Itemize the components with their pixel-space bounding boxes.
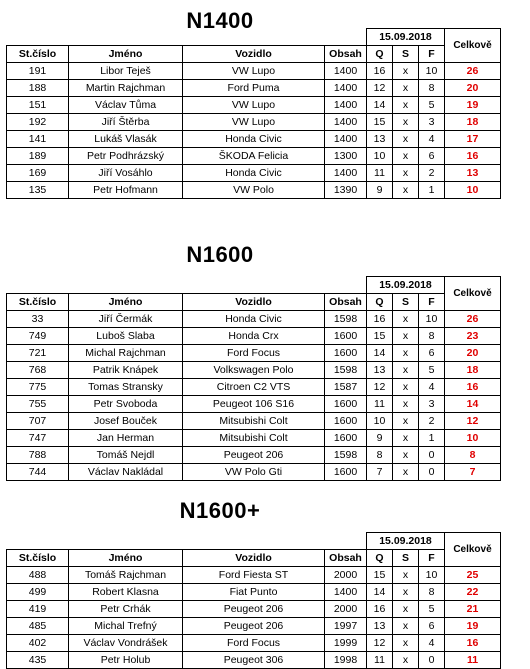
cell-f: 4: [419, 131, 445, 148]
cell-capacity: 1587: [325, 379, 367, 396]
cell-q: 15: [367, 567, 393, 584]
cell-f: 5: [419, 362, 445, 379]
cell-q: 8: [367, 447, 393, 464]
table-row: [7, 464, 501, 481]
cell-name: Tomáš Rajchman: [69, 567, 183, 584]
cell-start-no: 485: [7, 618, 69, 635]
cell-start-no: 402: [7, 635, 69, 652]
results-table: [6, 276, 501, 481]
header-total: Celkově: [445, 533, 501, 567]
cell-car: Peugeot 206: [183, 618, 325, 635]
cell-car: Honda Crx: [183, 328, 325, 345]
cell-q: 11: [367, 652, 393, 669]
table-row: [7, 345, 501, 362]
cell-start-no: 135: [7, 182, 69, 199]
cell-f: 8: [419, 80, 445, 97]
table-row: [7, 584, 501, 601]
cell-s: x: [393, 80, 419, 97]
section-title: N1600+: [179, 498, 261, 523]
cell-total: 16: [445, 635, 501, 652]
cell-capacity: 1598: [325, 362, 367, 379]
cell-s: x: [393, 182, 419, 199]
cell-name: Michal Rajchman: [69, 345, 183, 362]
header-car: Vozidlo: [183, 294, 325, 311]
cell-total: 20: [445, 80, 501, 97]
section-n1400: [0, 6, 530, 216]
cell-total: 17: [445, 131, 501, 148]
table-row: [7, 430, 501, 447]
cell-capacity: 1600: [325, 464, 367, 481]
cell-start-no: 755: [7, 396, 69, 413]
cell-total: 22: [445, 584, 501, 601]
cell-q: 14: [367, 345, 393, 362]
cell-total: 26: [445, 311, 501, 328]
cell-car: Ford Fiesta ST: [183, 567, 325, 584]
cell-name: Václav Vondrášek: [69, 635, 183, 652]
cell-capacity: 2000: [325, 567, 367, 584]
cell-capacity: 1400: [325, 165, 367, 182]
cell-name: Robert Klasna: [69, 584, 183, 601]
cell-f: 1: [419, 182, 445, 199]
cell-name: Tomas Stransky: [69, 379, 183, 396]
cell-total: 26: [445, 63, 501, 80]
cell-q: 16: [367, 601, 393, 618]
cell-start-no: 749: [7, 328, 69, 345]
cell-capacity: 1997: [325, 618, 367, 635]
table-row: [7, 97, 501, 114]
cell-f: 3: [419, 114, 445, 131]
cell-start-no: 744: [7, 464, 69, 481]
cell-f: 2: [419, 413, 445, 430]
table-row: [7, 362, 501, 379]
header-s: S: [393, 46, 419, 63]
cell-f: 2: [419, 165, 445, 182]
cell-start-no: 141: [7, 131, 69, 148]
cell-total: 19: [445, 97, 501, 114]
cell-start-no: 721: [7, 345, 69, 362]
results-table: [6, 28, 501, 199]
cell-s: x: [393, 464, 419, 481]
header-car: Vozidlo: [183, 46, 325, 63]
table-row: [7, 165, 501, 182]
cell-f: 8: [419, 584, 445, 601]
cell-f: 10: [419, 311, 445, 328]
cell-s: x: [393, 396, 419, 413]
cell-name: Petr Holub: [69, 652, 183, 669]
cell-q: 11: [367, 396, 393, 413]
header-start-no: St.číslo: [7, 46, 69, 63]
cell-car: Peugeot 206: [183, 601, 325, 618]
cell-car: Citroen C2 VTS: [183, 379, 325, 396]
cell-name: Jiří Štěrba: [69, 114, 183, 131]
cell-f: 10: [419, 63, 445, 80]
table-row: [7, 447, 501, 464]
cell-start-no: 169: [7, 165, 69, 182]
cell-q: 13: [367, 618, 393, 635]
cell-s: x: [393, 430, 419, 447]
cell-q: 14: [367, 97, 393, 114]
cell-name: Patrik Knápek: [69, 362, 183, 379]
cell-total: 20: [445, 345, 501, 362]
cell-q: 15: [367, 114, 393, 131]
cell-q: 7: [367, 464, 393, 481]
header-f: F: [419, 46, 445, 63]
cell-s: x: [393, 345, 419, 362]
cell-name: Petr Svoboda: [69, 396, 183, 413]
table-row: [7, 80, 501, 97]
cell-q: 12: [367, 379, 393, 396]
cell-f: 4: [419, 379, 445, 396]
cell-start-no: 191: [7, 63, 69, 80]
cell-name: Petr Hofmann: [69, 182, 183, 199]
cell-total: 25: [445, 567, 501, 584]
table-row: [7, 601, 501, 618]
cell-s: x: [393, 618, 419, 635]
section-n1600: [0, 240, 530, 480]
cell-f: 6: [419, 148, 445, 165]
cell-total: 18: [445, 114, 501, 131]
cell-car: Ford Focus: [183, 635, 325, 652]
header-name: Jméno: [69, 550, 183, 567]
cell-q: 13: [367, 362, 393, 379]
cell-q: 16: [367, 63, 393, 80]
table-row: [7, 567, 501, 584]
header-q: Q: [367, 550, 393, 567]
cell-name: Václav Tůma: [69, 97, 183, 114]
results-table: [6, 532, 501, 669]
cell-start-no: 33: [7, 311, 69, 328]
cell-s: x: [393, 567, 419, 584]
cell-name: Tomáš Nejdl: [69, 447, 183, 464]
cell-start-no: 189: [7, 148, 69, 165]
cell-q: 12: [367, 80, 393, 97]
cell-total: 11: [445, 652, 501, 669]
cell-car: Fiat Punto: [183, 584, 325, 601]
cell-s: x: [393, 114, 419, 131]
table-row: [7, 148, 501, 165]
cell-s: x: [393, 328, 419, 345]
cell-start-no: 768: [7, 362, 69, 379]
cell-car: Honda Civic: [183, 311, 325, 328]
table-row: [7, 396, 501, 413]
table-row: [7, 652, 501, 669]
cell-start-no: 747: [7, 430, 69, 447]
cell-capacity: 1300: [325, 148, 367, 165]
cell-car: Mitsubishi Colt: [183, 430, 325, 447]
cell-f: 0: [419, 447, 445, 464]
header-q: Q: [367, 294, 393, 311]
header-total: Celkově: [445, 277, 501, 311]
cell-f: 4: [419, 635, 445, 652]
cell-name: Jiří Vosáhlo: [69, 165, 183, 182]
cell-f: 8: [419, 328, 445, 345]
cell-s: x: [393, 148, 419, 165]
cell-f: 3: [419, 396, 445, 413]
cell-capacity: 1998: [325, 652, 367, 669]
cell-start-no: 419: [7, 601, 69, 618]
cell-s: x: [393, 97, 419, 114]
header-f: F: [419, 294, 445, 311]
cell-name: Josef Bouček: [69, 413, 183, 430]
cell-q: 13: [367, 131, 393, 148]
cell-s: x: [393, 131, 419, 148]
cell-car: Mitsubishi Colt: [183, 413, 325, 430]
cell-q: 10: [367, 413, 393, 430]
cell-car: Peugeot 206: [183, 447, 325, 464]
cell-q: 10: [367, 148, 393, 165]
cell-name: Lukáš Vlasák: [69, 131, 183, 148]
cell-car: VW Lupo: [183, 97, 325, 114]
cell-total: 7: [445, 464, 501, 481]
cell-capacity: 1600: [325, 430, 367, 447]
table-row: [7, 63, 501, 80]
cell-f: 6: [419, 345, 445, 362]
cell-total: 16: [445, 379, 501, 396]
table-row: [7, 131, 501, 148]
cell-capacity: 1390: [325, 182, 367, 199]
cell-car: Honda Civic: [183, 131, 325, 148]
cell-start-no: 775: [7, 379, 69, 396]
cell-start-no: 788: [7, 447, 69, 464]
cell-capacity: 1600: [325, 396, 367, 413]
cell-s: x: [393, 413, 419, 430]
header-start-no: St.číslo: [7, 550, 69, 567]
cell-f: 1: [419, 430, 445, 447]
cell-s: x: [393, 652, 419, 669]
cell-capacity: 1600: [325, 345, 367, 362]
cell-start-no: 488: [7, 567, 69, 584]
header-q: Q: [367, 46, 393, 63]
cell-total: 10: [445, 182, 501, 199]
cell-s: x: [393, 311, 419, 328]
cell-name: Jan Herman: [69, 430, 183, 447]
cell-start-no: 192: [7, 114, 69, 131]
header-s: S: [393, 294, 419, 311]
cell-car: ŠKODA Felicia: [183, 148, 325, 165]
header-capacity: Obsah: [325, 550, 367, 567]
table-row: [7, 618, 501, 635]
header-total: Celkově: [445, 29, 501, 63]
cell-total: 13: [445, 165, 501, 182]
cell-capacity: 1999: [325, 635, 367, 652]
cell-total: 10: [445, 430, 501, 447]
cell-total: 16: [445, 148, 501, 165]
cell-f: 5: [419, 97, 445, 114]
table-row: [7, 328, 501, 345]
cell-car: VW Lupo: [183, 63, 325, 80]
cell-capacity: 1400: [325, 97, 367, 114]
cell-capacity: 1400: [325, 63, 367, 80]
table-row: [7, 413, 501, 430]
table-row: [7, 635, 501, 652]
cell-s: x: [393, 447, 419, 464]
cell-name: Václav Nakládal: [69, 464, 183, 481]
cell-f: 10: [419, 567, 445, 584]
race-date: 15.09.2018: [367, 533, 445, 550]
header-f: F: [419, 550, 445, 567]
cell-start-no: 707: [7, 413, 69, 430]
section-title: N1400: [186, 8, 254, 33]
table-row: [7, 182, 501, 199]
cell-s: x: [393, 584, 419, 601]
cell-capacity: 2000: [325, 601, 367, 618]
header-capacity: Obsah: [325, 294, 367, 311]
race-date: 15.09.2018: [367, 29, 445, 46]
cell-q: 12: [367, 635, 393, 652]
cell-total: 18: [445, 362, 501, 379]
cell-capacity: 1598: [325, 447, 367, 464]
section-title: N1600: [186, 242, 254, 267]
cell-total: 12: [445, 413, 501, 430]
cell-car: VW Polo: [183, 182, 325, 199]
header-capacity: Obsah: [325, 46, 367, 63]
cell-car: Peugeot 306: [183, 652, 325, 669]
cell-capacity: 1400: [325, 80, 367, 97]
cell-car: VW Lupo: [183, 114, 325, 131]
cell-car: Ford Puma: [183, 80, 325, 97]
race-date: 15.09.2018: [367, 277, 445, 294]
cell-capacity: 1598: [325, 311, 367, 328]
table-row: [7, 311, 501, 328]
section-n1600-plus: [0, 496, 530, 666]
header-name: Jméno: [69, 294, 183, 311]
cell-f: 6: [419, 618, 445, 635]
cell-car: VW Polo Gti: [183, 464, 325, 481]
cell-car: Honda Civic: [183, 165, 325, 182]
cell-f: 5: [419, 601, 445, 618]
cell-start-no: 151: [7, 97, 69, 114]
cell-total: 21: [445, 601, 501, 618]
cell-s: x: [393, 601, 419, 618]
header-start-no: St.číslo: [7, 294, 69, 311]
cell-total: 8: [445, 447, 501, 464]
cell-q: 11: [367, 165, 393, 182]
cell-capacity: 1400: [325, 131, 367, 148]
cell-name: Luboš Slaba: [69, 328, 183, 345]
cell-car: Ford Focus: [183, 345, 325, 362]
cell-car: Volkswagen Polo: [183, 362, 325, 379]
header-s: S: [393, 550, 419, 567]
cell-capacity: 1600: [325, 328, 367, 345]
cell-s: x: [393, 635, 419, 652]
cell-f: 0: [419, 464, 445, 481]
cell-name: Petr Crhák: [69, 601, 183, 618]
header-name: Jméno: [69, 46, 183, 63]
cell-name: Petr Podhrázský: [69, 148, 183, 165]
cell-q: 16: [367, 311, 393, 328]
cell-q: 9: [367, 182, 393, 199]
cell-q: 14: [367, 584, 393, 601]
table-row: [7, 114, 501, 131]
cell-s: x: [393, 165, 419, 182]
cell-start-no: 435: [7, 652, 69, 669]
cell-start-no: 188: [7, 80, 69, 97]
cell-total: 23: [445, 328, 501, 345]
cell-s: x: [393, 63, 419, 80]
cell-capacity: 1600: [325, 413, 367, 430]
cell-s: x: [393, 362, 419, 379]
cell-s: x: [393, 379, 419, 396]
cell-car: Peugeot 106 S16: [183, 396, 325, 413]
header-car: Vozidlo: [183, 550, 325, 567]
cell-q: 9: [367, 430, 393, 447]
cell-name: Libor Teješ: [69, 63, 183, 80]
cell-q: 15: [367, 328, 393, 345]
cell-capacity: 1400: [325, 584, 367, 601]
cell-total: 14: [445, 396, 501, 413]
cell-name: Martin Rajchman: [69, 80, 183, 97]
cell-capacity: 1400: [325, 114, 367, 131]
cell-name: Jiří Čermák: [69, 311, 183, 328]
cell-total: 19: [445, 618, 501, 635]
table-row: [7, 379, 501, 396]
cell-f: 0: [419, 652, 445, 669]
cell-start-no: 499: [7, 584, 69, 601]
cell-name: Michal Trefný: [69, 618, 183, 635]
